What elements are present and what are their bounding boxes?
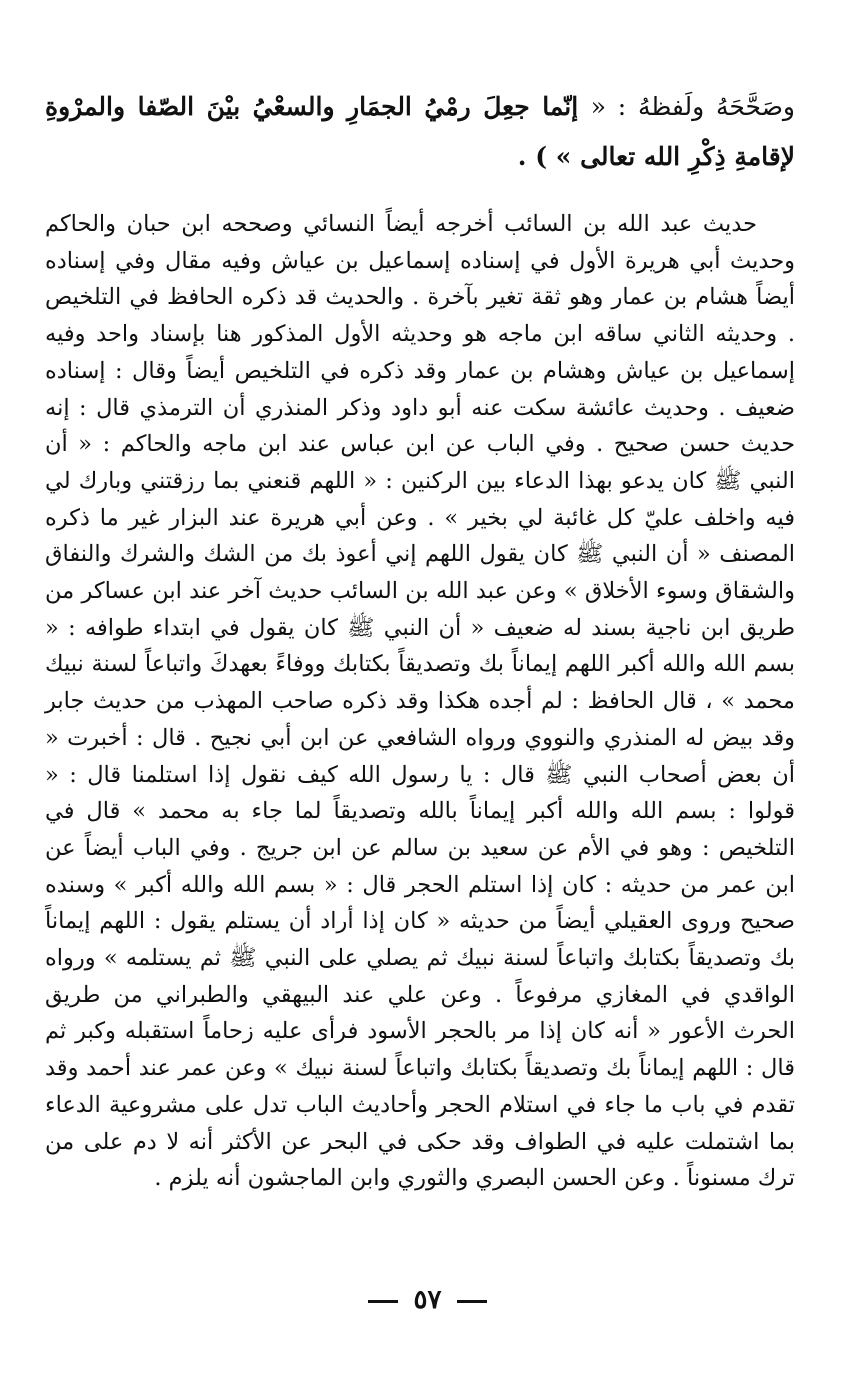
- footer-dash-left: [368, 1300, 398, 1303]
- intro-quote: إنّما جعِلَ رمْيُ الجمَارِ والسعْيُ بيْنَ الصّفا والمرْوةِ لإقامةِ ذِكْرِ الله تعالى: [45, 92, 795, 171]
- footer-dash-right: [457, 1300, 487, 1303]
- intro-paragraph: [45, 82, 795, 182]
- intro-lead: وصَحَّحَهُ ولَفظهُ : «: [590, 92, 795, 121]
- page-number: ٥٧: [413, 1285, 442, 1315]
- page-footer: [0, 1285, 855, 1315]
- commentary-paragraph: حديث عبد الله بن السائب أخرجه أيضاً النسائي وصححه ابن حبان والحاكم وحديث أبي هريرة الأول في إسناده إسماعيل بن عياش وفيه مقال وفي إسناده أيضاً هشام بن عمار وهو ثقة تغير بآخرة . والحديث قد ذكره الحافظ في التلخيص . وحديثه الثاني ساقه ابن ماجه هو وحديثه الأول المذكور هنا بإسناد واحد وفيه إسماعيل بن عياش وهشام بن عمار وقد ذكره في التلخيص أيضاً وقال : إسناده ضعيف . وحديث عائشة سكت عنه أبو داود وذكر المنذري أن الترمذي قال : إنه حديث حسن صحيح . وفي الباب عن ابن عباس عند ابن ماجه والحاكم : « أن النبي ﷺ كان يدعو بهذا الدعاء بين الركنين : « اللهم قنعني بما رزقتني وبارك لي فيه واخلف عليّ كل غائبة لي بخير » . وعن أبي هريرة عند البزار غير ما ذكره المصنف « أن النبي ﷺ كان يقول اللهم إني أعوذ بك من الشك والشرك والنفاق والشقاق وسوء الأخلاق » وعن عبد الله بن السائب حديث آخر عند ابن عساكر من طريق ابن ناجية بسند له ضعيف « أن النبي ﷺ كان يقول في ابتداء طوافه : « بسم الله والله أكبر اللهم إيماناً بك وتصديقاً بكتابك ووفاءً بعهدكَ واتباعاً لسنة نبيك محمد » ، قال الحافظ : لم أجده هكذا وقد ذكره صاحب المهذب من حديث جابر وقد بيض له المنذري والنووي ورواه الشافعي عن ابن أبي نجيح . قال : أخبرت « أن بعض أصحاب النبي ﷺ قال : يا رسول الله كيف نقول إذا استلمنا قال : « قولوا : بسم الله والله أكبر إيماناً بالله وتصديقاً لما جاء به محمد » قال في التلخيص : وهو في الأم عن سعيد بن سالم عن ابن جريج . وفي الباب أيضاً عن ابن عمر من حديثه : كان إذا استلم الحجر قال : « بسم الله والله أكبر » وسنده صحيح وروى العقيلي أيضاً من حديثه « كان إذا أراد أن يستلم يقول : اللهم إيماناً بك وتصديقاً بكتابك واتباعاً لسنة نبيك ثم يصلي على النبي ﷺ ثم يستلمه » ورواه الواقدي في المغازي مرفوعاً . وعن علي عند البيهقي والطبراني من طريق الحرث الأعور « أنه كان إذا مر بالحجر الأسود فرأى عليه زحاماً استقبله وكبر ثم قال : اللهم إيماناً بك وتصديقاً بكتابك واتباعاً لسنة نبيك » وعن عمر عند أحمد وقد تقدم في باب ما جاء في استلام الحجر وأحاديث الباب تدل على مشروعية الدعاء بما اشتملت عليه في الطواف وقد حكى في البحر عن الأكثر أنه لا دم على من ترك مسنوناً . وعن الحسن البصري والثوري وابن الماجشون أنه يلزم .: [45, 211, 795, 1192]
- intro-close: » ) .: [517, 142, 572, 171]
